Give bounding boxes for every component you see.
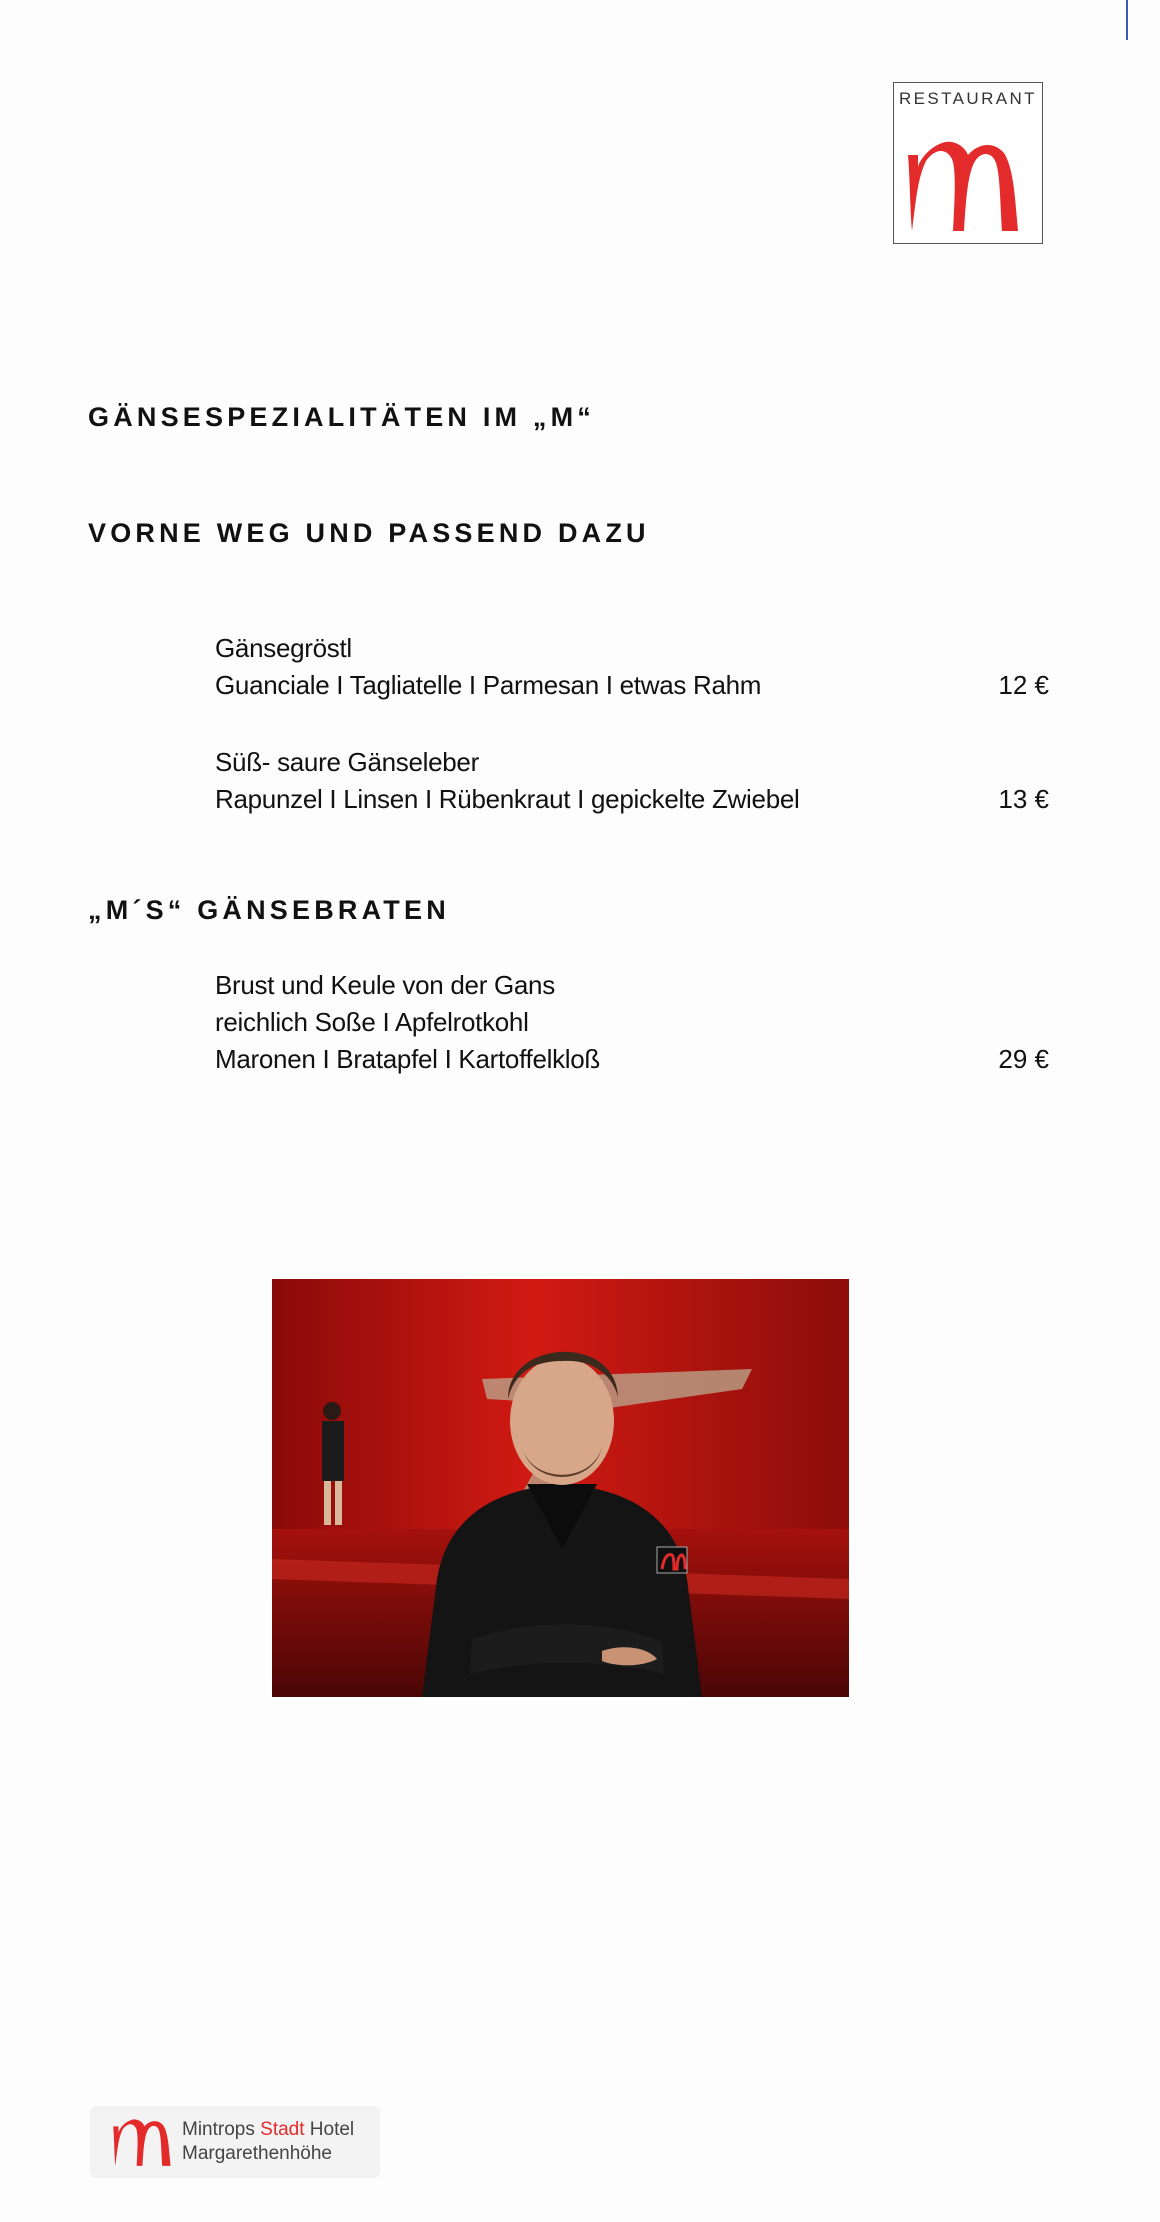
menu-item [215,630,1049,704]
dish-name: Brust und Keule von der Gans [215,970,555,1000]
hotel-location: Margarethenhöhe [182,2143,332,2164]
menu-item [215,744,1049,818]
dish-name: Gänsegröstl [215,633,352,663]
logo-label: RESTAURANT [899,89,1037,108]
dish-description: Rapunzel I Linsen I Rübenkraut I gepickelte Zwiebel [215,784,800,814]
dish-name: Süß- saure Gänseleber [215,747,479,777]
dish-price: 12 € [998,670,1049,700]
dish-price: 13 € [998,784,1049,814]
restaurant-logo [893,82,1043,244]
dish-price: 29 € [998,1044,1049,1074]
page-edge-mark [1126,0,1128,40]
hotel-name-part1: Mintrops [182,2119,255,2140]
section-heading-starters: VORNE WEG UND PASSEND DAZU [88,518,650,548]
section-heading-goose-roast: „M´S“ GÄNSEBRATEN [88,895,450,925]
section-heading-goose-specialties: GÄNSESPEZIALITÄTEN IM „M“ [88,402,596,432]
hotel-name [182,2118,354,2166]
dish-description: Maronen I Bratapfel I Kartoffelkloß [215,1044,600,1074]
dish-description: Guanciale I Tagliatelle I Parmesan I etwas Rahm [215,670,762,700]
m-logo-icon [906,139,1032,235]
dish-description: reichlich Soße I Apfelrotkohl [215,1007,529,1037]
menu-item [215,967,1049,1078]
chef-photo [272,1279,849,1697]
chef-photo-illustration [272,1279,849,1697]
hotel-logo [90,2106,380,2178]
hotel-name-part2: Hotel [309,2119,355,2140]
hotel-name-accent: Stadt [260,2119,305,2140]
m-logo-icon [112,2118,178,2168]
